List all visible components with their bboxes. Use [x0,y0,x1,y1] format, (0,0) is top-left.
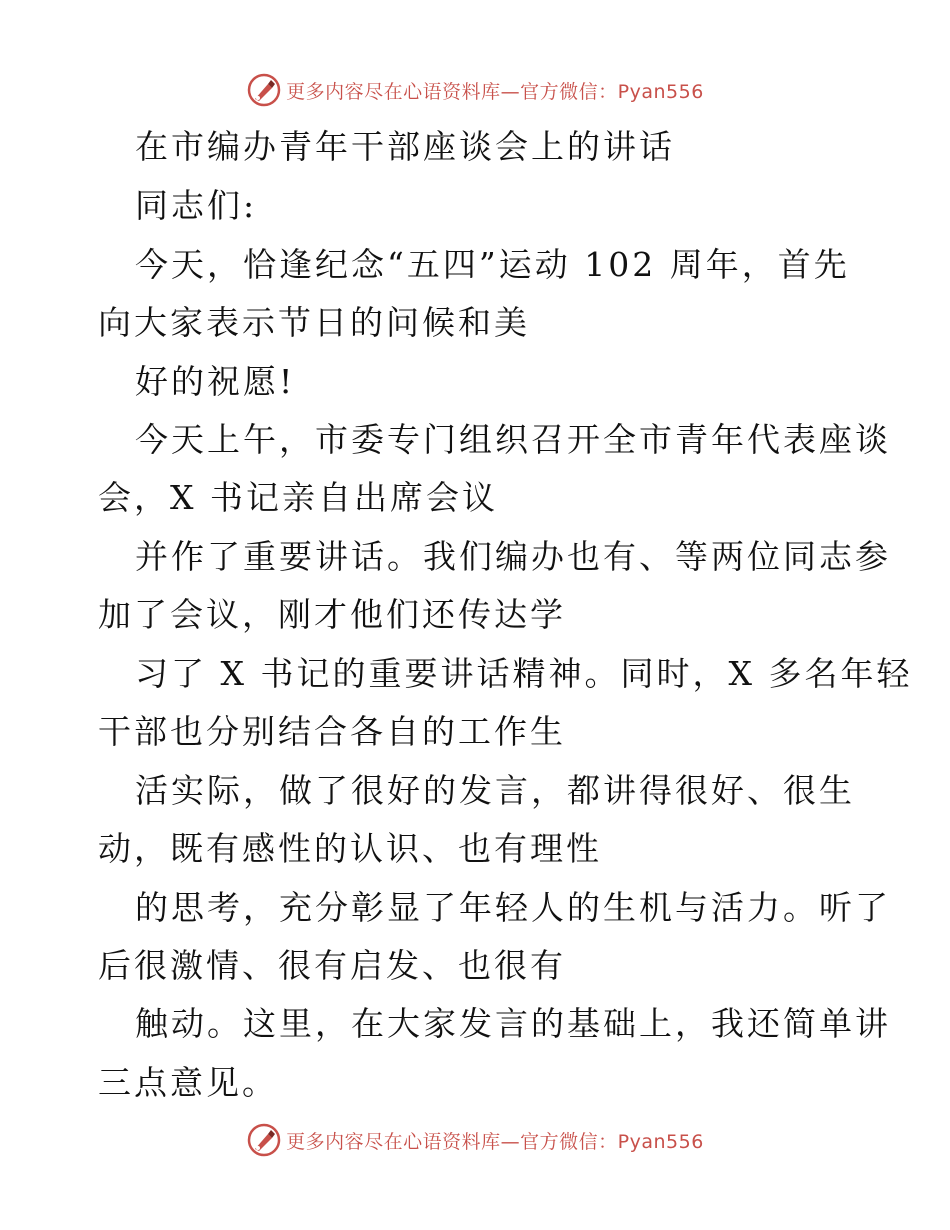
paragraph-line: 的思考，充分彰显了年轻人的生机与活力。听了 [135,888,891,927]
paragraph-line: 后很激情、很有启发、也很有 [98,946,566,985]
document-title: 在市编办青年干部座谈会上的讲话 [135,127,675,166]
paragraph-line: 今天，恰逢纪念“五四”运动 102 周年，首先 [135,245,850,284]
paragraph-line: 好的祝愿! [135,362,296,401]
paragraph-line: 三点意见。 [98,1063,278,1102]
watermark-banner-top [0,70,950,110]
pen-logo-icon [246,72,282,108]
paragraph-line: 触动。这里，在大家发言的基础上，我还简单讲 [135,1004,891,1043]
paragraph-line: 加了会议，刚才他们还传达学 [98,595,566,634]
watermark-text: 更多内容尽在心语资料库—官方微信：Pyan556 [286,80,704,103]
paragraph-line: 动，既有感性的认识、也有理性 [98,829,602,868]
paragraph-line: 会，X 书记亲自出席会议 [98,478,498,517]
paragraph-line: 同志们: [135,186,258,225]
paragraph-line: 习了 X 书记的重要讲话精神。同时，X 多名年轻 [135,654,913,693]
paragraph-line: 向大家表示节日的问候和美 [98,303,530,342]
paragraph-line: 干部也分别结合各自的工作生 [98,712,566,751]
pen-logo-icon [246,1122,282,1158]
paragraph-line: 今天上午，市委专门组织召开全市青年代表座谈 [135,420,891,459]
watermark-text: 更多内容尽在心语资料库—官方微信：Pyan556 [286,1130,704,1153]
watermark-banner-bottom [0,1120,950,1160]
paragraph-line: 活实际，做了很好的发言，都讲得很好、很生 [135,771,855,810]
paragraph-line: 并作了重要讲话。我们编办也有、等两位同志参 [135,537,891,576]
